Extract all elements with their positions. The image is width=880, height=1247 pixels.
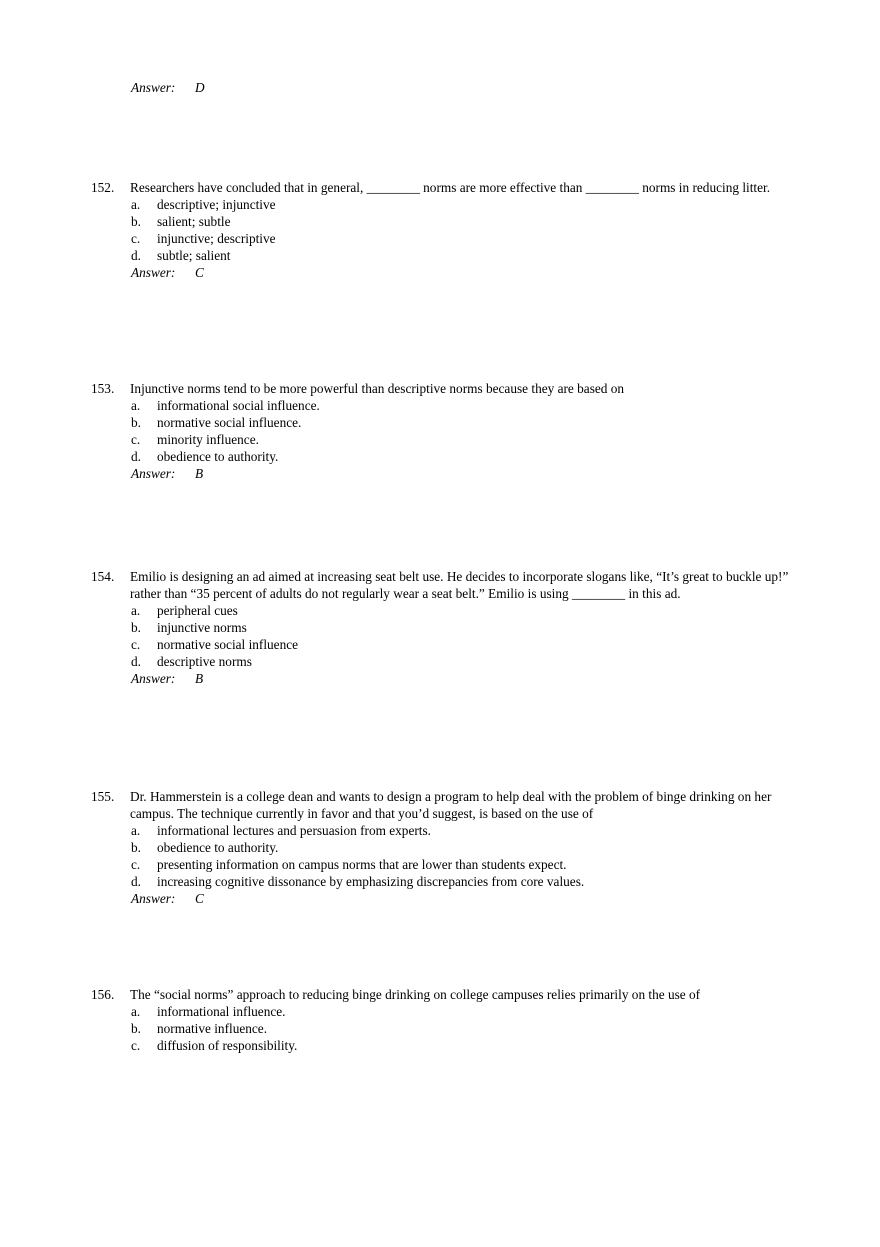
question-153: [91, 380, 791, 482]
option-letter: a.: [131, 197, 141, 212]
option-text: subtle; salient: [157, 248, 231, 263]
question-stem: Emilio is designing an ad aimed at increasing seat belt use. He decides to incorporate slogans like, “It’s great to buckle up!” rather than “35 percent of adults do not regularly wear a seat belt.” Emilio is using ________ in this ad.: [130, 569, 789, 601]
answer-value: D: [195, 80, 205, 95]
answer-value: B: [195, 466, 204, 481]
answer-line: [131, 79, 205, 96]
option-letter: a.: [131, 398, 141, 413]
question-stem-row: [91, 380, 791, 397]
answer-line: [91, 465, 791, 482]
option-text: obedience to authority.: [157, 840, 279, 855]
answer-label: Answer:: [131, 466, 176, 481]
option-letter: b.: [131, 214, 141, 229]
question-152: [91, 179, 791, 281]
option-c: [91, 431, 791, 448]
option-b: [91, 839, 791, 856]
option-c: [91, 230, 791, 247]
option-letter: b.: [131, 415, 141, 430]
option-text: informational lectures and persuasion from experts.: [157, 823, 431, 838]
option-a: [91, 1003, 791, 1020]
answer-line: [91, 264, 791, 281]
question-number: 152.: [91, 180, 115, 195]
answer-value: C: [195, 265, 204, 280]
question-stem-row: [91, 986, 791, 1003]
option-text: diffusion of responsibility.: [157, 1038, 298, 1053]
answer-label: Answer:: [131, 671, 176, 686]
option-letter: b.: [131, 620, 141, 635]
option-letter: a.: [131, 1004, 141, 1019]
option-letter: c.: [131, 857, 141, 872]
question-stem-row: [91, 179, 791, 196]
option-letter: c.: [131, 231, 141, 246]
answer-label: Answer:: [131, 891, 176, 906]
option-text: descriptive norms: [157, 654, 252, 669]
question-stem-row: [91, 568, 791, 602]
answer-line: [91, 670, 791, 687]
option-text: injunctive; descriptive: [157, 231, 276, 246]
option-letter: c.: [131, 432, 141, 447]
option-text: minority influence.: [157, 432, 259, 447]
option-c: [91, 636, 791, 653]
option-text: obedience to authority.: [157, 449, 279, 464]
option-letter: d.: [131, 449, 141, 464]
option-text: presenting information on campus norms that are lower than students expect.: [157, 857, 567, 872]
option-d: [91, 247, 791, 264]
option-text: increasing cognitive dissonance by emphasizing discrepancies from core values.: [157, 874, 585, 889]
option-d: [91, 448, 791, 465]
option-letter: a.: [131, 603, 141, 618]
question-156: [91, 986, 791, 1054]
question-stem: Dr. Hammerstein is a college dean and wants to design a program to help deal with the problem of binge drinking on her campus. The technique currently in favor and that you’d suggest, is based on the use of: [130, 789, 772, 821]
option-b: [91, 414, 791, 431]
question-number: 153.: [91, 381, 115, 396]
question-155: [91, 788, 791, 907]
option-text: informational social influence.: [157, 398, 320, 413]
option-letter: d.: [131, 874, 141, 889]
answer-value: C: [195, 891, 204, 906]
answer-value: B: [195, 671, 204, 686]
option-letter: d.: [131, 654, 141, 669]
answer-line: [91, 890, 791, 907]
option-text: peripheral cues: [157, 603, 238, 618]
option-letter: c.: [131, 637, 141, 652]
option-text: descriptive; injunctive: [157, 197, 276, 212]
answer-label: Answer:: [131, 80, 176, 95]
option-text: normative influence.: [157, 1021, 268, 1036]
option-letter: c.: [131, 1038, 141, 1053]
question-154: [91, 568, 791, 687]
option-b: [91, 213, 791, 230]
option-text: salient; subtle: [157, 214, 231, 229]
option-text: informational influence.: [157, 1004, 286, 1019]
option-a: [91, 602, 791, 619]
question-number: 155.: [91, 789, 115, 804]
option-b: [91, 619, 791, 636]
question-number: 156.: [91, 987, 115, 1002]
option-letter: b.: [131, 1021, 141, 1036]
option-c: [91, 1037, 791, 1054]
option-letter: a.: [131, 823, 141, 838]
answer-label: Answer:: [131, 265, 176, 280]
option-a: [91, 397, 791, 414]
option-b: [91, 1020, 791, 1037]
option-d: [91, 873, 791, 890]
question-stem: The “social norms” approach to reducing binge drinking on college campuses relies primarily on the use of: [130, 987, 701, 1002]
option-text: normative social influence: [157, 637, 299, 652]
question-stem-row: [91, 788, 791, 822]
option-letter: d.: [131, 248, 141, 263]
option-letter: b.: [131, 840, 141, 855]
question-stem: Injunctive norms tend to be more powerful than descriptive norms because they are based on: [130, 381, 625, 396]
option-a: [91, 822, 791, 839]
option-a: [91, 196, 791, 213]
question-number: 154.: [91, 569, 115, 584]
question-stem: Researchers have concluded that in general, ________ norms are more effective than ________ norms in reducing litter.: [130, 180, 771, 195]
option-text: normative social influence.: [157, 415, 302, 430]
option-d: [91, 653, 791, 670]
option-text: injunctive norms: [157, 620, 247, 635]
option-c: [91, 856, 791, 873]
